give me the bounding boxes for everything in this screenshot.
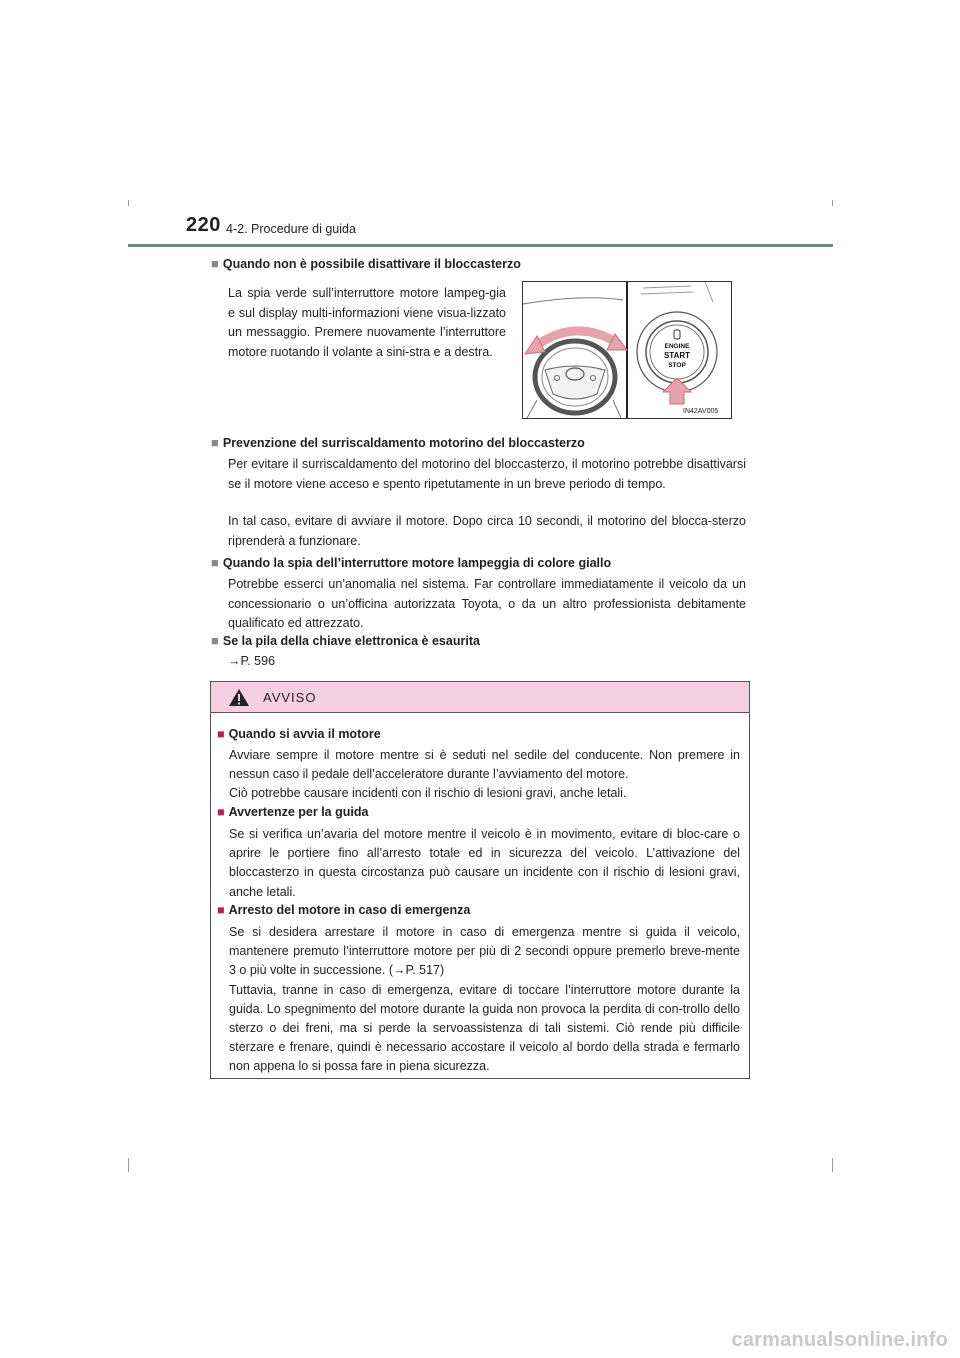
warning-item-heading	[217, 727, 381, 741]
section-heading	[211, 435, 585, 450]
bullet-square-icon: ■	[211, 256, 219, 271]
watermark: carmanualsonline.info	[731, 1329, 948, 1351]
text-line: Ciò potrebbe causare incidenti con il rischio di lesioni gravi, anche letali.	[229, 786, 627, 801]
warning-item-heading	[217, 903, 470, 917]
warning-item-text	[229, 923, 740, 1077]
heading-text: Quando si avvia il motore	[228, 727, 381, 741]
text-line: Se si verifica un’avaria del motore mentre il veicolo è in movimento, evitare di bloc-care o aprire le portiere fino all’arresto totale ed in sicurezza del veicolo. L’attivazione del bloccasterzo in questa circostanza può causare un incidente con il rischio di lesioni gravi, anche letali.	[229, 827, 740, 899]
section-heading	[211, 633, 480, 648]
warning-box	[210, 681, 750, 1079]
heading-text: Quando la spia dell’interruttore motore lampeggia di colore giallo	[222, 556, 612, 570]
text-line: Avviare sempre il motore mentre si è seduti nel sedile del conducente. Non premere in nessun caso il pedale dell’acceleratore durante l’avviamento del motore.	[229, 748, 740, 782]
crop-mark	[832, 200, 833, 206]
bullet-square-icon: ■	[211, 435, 219, 450]
section-title: 4-2. Procedure di guida	[226, 222, 356, 236]
steering-wheel-illustration	[522, 281, 732, 419]
heading-text: Se la pila della chiave elettronica è esaurita	[222, 634, 480, 648]
button-label-start: START	[663, 351, 691, 360]
figure-code: IN42AV005	[683, 408, 719, 415]
heading-text: Quando non è possibile disattivare il bloccasterzo	[222, 257, 521, 271]
button-label-engine: ENGINE	[664, 343, 690, 350]
section-heading	[211, 256, 521, 271]
warning-triangle-icon	[228, 688, 250, 707]
paragraph: In tal caso, evitare di avviare il motore. Dopo circa 10 secondi, il motorino del blocca-sterzo riprenderà a funzionare.	[228, 514, 746, 548]
text-line: Tuttavia, tranne in caso di emergenza, evitare di toccare l’interruttore motore durante la guida. Lo spegnimento del motore durante la guida non provoca la perdita di con-trollo dello sterzo o dei freni, ma si perde la servoassistenza di tali sistemi. Ciò rende più difficile sterzare e frenare, quindi è necessario accostare il veicolo al bordo della strada e fermarlo non appena lo si possa fare in piena sicurezza.	[229, 982, 740, 1074]
paragraph: La spia verde sull’interruttore motore lampeg-gia e sul display multi-informazioni viene visua-lizzato un messaggio. Premere nuovamente l’interruttore motore ruotando il volante a sini-stra e a destra.	[228, 286, 506, 359]
warning-item-text	[229, 746, 740, 804]
warning-title: AVVISO	[263, 690, 317, 705]
bullet-square-icon: ■	[217, 805, 225, 819]
button-label-stop: STOP	[668, 362, 686, 369]
crop-mark	[128, 200, 129, 206]
text-line: Se si desidera arrestare il motore in caso di emergenza mentre si guida il veicolo, mantenere premuto l’interruttore motore per più di 2 secondi oppure premerlo breve-mente 3 o più volte in successione. (→P. 517)	[229, 925, 740, 978]
crop-mark	[128, 1158, 129, 1172]
page-reference: →P. 596	[228, 654, 276, 668]
heading-text: Arresto del motore in caso di emergenza	[228, 903, 471, 917]
heading-text: Prevenzione del surriscaldamento motorino del bloccasterzo	[222, 436, 585, 450]
header-rule	[128, 244, 833, 247]
bullet-square-icon: ■	[217, 903, 225, 917]
paragraph: Per evitare il surriscaldamento del motorino del bloccasterzo, il motorino potrebbe disattivarsi se il motore viene acceso e spento ripetutamente in un breve periodo di tempo.	[228, 457, 746, 491]
paragraph: Potrebbe esserci un’anomalia nel sistema. Far controllare immediatamente il veicolo da un concessionario o un’officina autorizzata Toyota, o da un altro professionista debitamente qualificato ed attrezzato.	[228, 577, 746, 630]
steering-figure-svg	[523, 282, 731, 418]
warning-header	[211, 682, 749, 713]
warning-item-heading	[217, 805, 368, 819]
bullet-square-icon: ■	[211, 555, 219, 570]
section-heading	[211, 555, 611, 570]
heading-text: Avvertenze per la guida	[228, 805, 369, 819]
bullet-square-icon: ■	[217, 727, 225, 741]
crop-mark	[832, 1158, 833, 1172]
warning-item-text	[229, 825, 740, 902]
page-number: 220	[186, 214, 221, 236]
bullet-square-icon: ■	[211, 633, 219, 648]
